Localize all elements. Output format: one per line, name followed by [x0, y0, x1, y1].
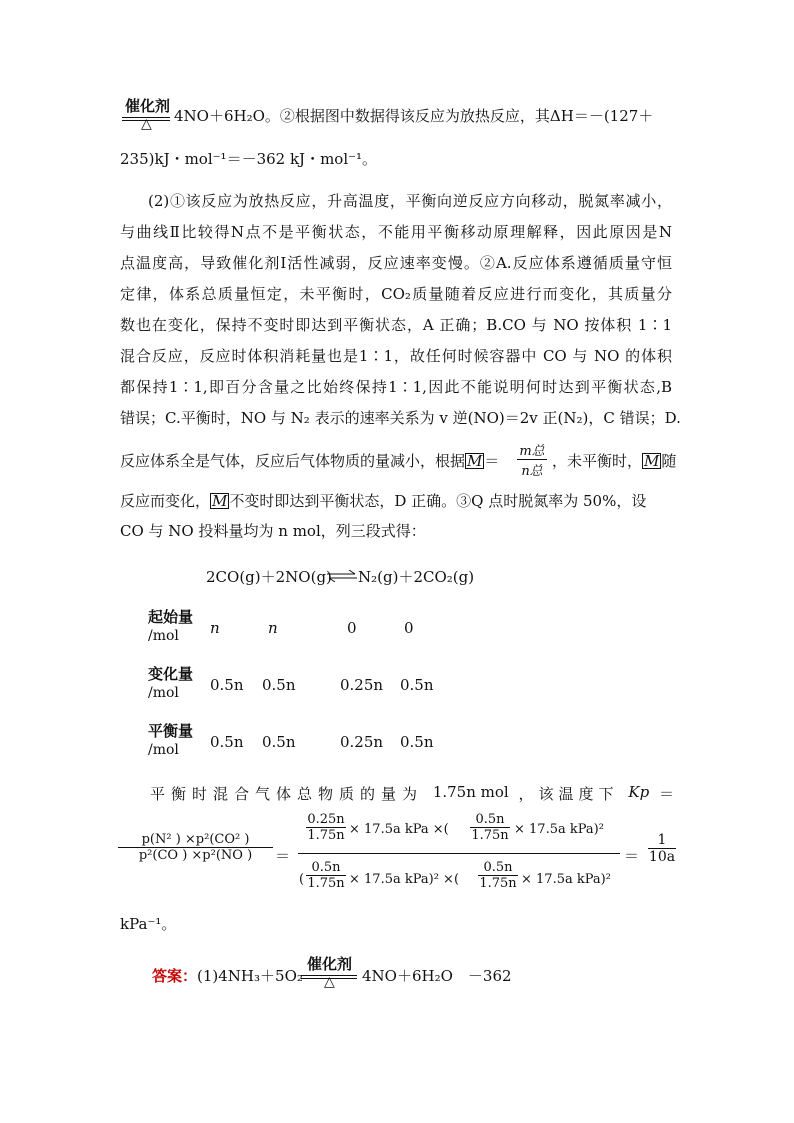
label-text: 变化量	[148, 665, 194, 683]
reaction-left: 2CO(g)＋2NO(g)	[206, 568, 332, 586]
solution-paragraph	[120, 186, 681, 434]
para-line-9-tail	[552, 450, 676, 471]
para-line-9-text-b: ，未平衡时，	[552, 452, 643, 470]
label-unit: /mol	[148, 685, 179, 701]
para-line: 都保持1∶1,即百分含量之比始终保持1∶1,因此不能说明何时达到平衡状态,B	[120, 378, 672, 396]
label-unit: /mol	[148, 628, 179, 644]
intro-line-2: 235)kJ・mol⁻¹＝－362 kJ・mol⁻¹。	[120, 150, 378, 168]
kp-total-moles: 1.75n mol	[432, 783, 509, 801]
kp-sentence	[150, 783, 674, 804]
kp-lhs-fraction	[118, 832, 273, 863]
kp-num-text-f: × 17.5a kPa)²	[514, 822, 604, 837]
frac-den-e	[478, 860, 518, 891]
label-unit: /mol	[148, 742, 179, 758]
kp-lhs-numerator: p(N² ) ×p²(CO² )	[141, 832, 250, 847]
para-line: 数也在变化，保持不变时即达到平衡状态，A 正确；B.CO 与 NO 按体积 1∶1	[120, 316, 672, 334]
frac-num-a	[306, 812, 346, 843]
kp-result-fraction	[648, 832, 676, 865]
fraction-denominator: 1.75n	[479, 876, 517, 891]
kp-den-text-d: × 17.5a kPa)² ×(	[349, 872, 460, 887]
heat-triangle: △	[141, 116, 152, 132]
equilibrium-arrow-icon	[327, 570, 357, 582]
kp-den-text-a: (	[299, 872, 305, 887]
catalyst-arrow-answer	[301, 955, 358, 991]
fraction-denominator: 1.75n	[307, 876, 345, 891]
para-line: 混合反应，反应时体积消耗量也是1∶1，故任何时候容器中 CO 与 NO 的体积	[120, 347, 672, 365]
para-line: (2)①该反应为放热反应，升高温度，平衡向逆反应方向移动，脱氮率减小，	[148, 192, 672, 210]
fraction-numerator: 0.5n	[475, 812, 505, 827]
equals-sign: ＝	[484, 452, 500, 470]
kp-text-a: 平衡时混合气体总物质的量为	[150, 785, 424, 803]
fraction-numerator: m总	[519, 444, 545, 459]
intro-line-1: 4NO＋6H₂O。②根据图中数据得该反应为放热反应，其ΔH＝－(127＋	[174, 107, 654, 125]
para-line-10	[120, 490, 646, 511]
frac-den-b	[306, 860, 346, 891]
fraction-numerator: 1	[657, 832, 667, 848]
para-line: 错误；C.平衡时，NO 与 N₂ 表示的速率关系为 v 逆(NO)＝2v 正(N₂)，C 错误；D.	[120, 409, 681, 427]
table-cell: 0.5n	[400, 733, 434, 751]
kp-equals-1: ＝	[275, 847, 291, 865]
kp-unit: kPa⁻¹。	[120, 915, 177, 933]
catalyst-arrow-top	[122, 97, 172, 133]
fraction-numerator: 0.5n	[483, 860, 513, 875]
table-cell: 0.5n	[210, 733, 244, 751]
fraction-numerator: 0.25n	[307, 812, 345, 827]
main-fraction-bar	[298, 853, 620, 854]
para-line-10-text: 反应而变化，	[120, 492, 211, 510]
table-cell: 0.5n	[400, 676, 434, 694]
para-line: 与曲线Ⅱ比较得N点不是平衡状态，不能用平衡移动原理解释，因此原因是N	[120, 223, 672, 241]
kp-equals: ＝	[658, 785, 674, 803]
answer-part2: 4NO＋6H₂O －362	[362, 967, 512, 985]
molar-mass-symbol: M	[644, 452, 660, 470]
para-line-10-text-b: 不变时即达到平衡状态，D 正确。③Q 点时脱氮率为 50%，设	[229, 492, 647, 510]
para-line-11: CO 与 NO 投料量均为 n mol，列三段式得：	[120, 522, 426, 540]
row-label-equilibrium	[148, 723, 193, 759]
table-cell: 0	[347, 619, 357, 637]
row-label-change	[148, 666, 193, 702]
mass-over-moles-fraction	[517, 440, 547, 479]
catalyst-label: 催化剂	[307, 955, 353, 973]
answer-line	[152, 965, 303, 986]
table-cell: 0	[404, 619, 414, 637]
table-cell: 0.5n	[210, 676, 244, 694]
frac-num-d	[470, 812, 510, 843]
para-line-9-text: 反应体系全是气体，反应后气体物质的量减小，根据	[120, 452, 466, 470]
answer-part1: (1)4NH₃＋5O₂	[197, 967, 303, 985]
reaction-right: N₂(g)＋2CO₂(g)	[358, 568, 475, 586]
table-cell: n	[268, 619, 278, 637]
label-text: 平衡量	[148, 722, 194, 740]
table-cell: n	[210, 619, 220, 637]
answer-label: 答案：	[152, 967, 198, 985]
para-line-9	[120, 450, 499, 471]
table-cell: 0.25n	[340, 676, 384, 694]
kp-lhs-denominator: p²(CO ) ×p²(NO )	[138, 848, 253, 863]
fraction-denominator: 10a	[648, 849, 676, 865]
table-cell: 0.5n	[262, 676, 296, 694]
fraction-numerator: 0.5n	[311, 860, 341, 875]
fraction-denominator: n总	[521, 464, 543, 479]
label-text: 起始量	[148, 608, 194, 626]
para-line: 定律，体系总质量恒定，未平衡时，CO₂质量随着反应进行而变化，其质量分	[120, 285, 672, 303]
para-line: 点温度高，导致催化剂Ⅰ活性减弱，反应速率变慢。②A.反应体系遵循质量守恒	[120, 254, 672, 272]
kp-den-text-g: × 17.5a kPa)²	[521, 872, 611, 887]
heat-triangle: △	[324, 974, 335, 990]
kp-equals-2: ＝	[624, 847, 640, 865]
kp-num-text-c: × 17.5a kPa ×(	[349, 822, 449, 837]
kp-symbol: Kp	[628, 783, 650, 801]
table-cell: 0.5n	[262, 733, 296, 751]
table-cell: 0.25n	[340, 733, 384, 751]
fraction-denominator: 1.75n	[307, 828, 345, 843]
kp-text-c: ，该温度下	[518, 785, 619, 803]
molar-mass-symbol: M	[212, 492, 228, 510]
molar-mass-symbol: M	[467, 452, 483, 470]
para-line-9-text-c: 随	[661, 452, 677, 470]
catalyst-label: 催化剂	[125, 97, 171, 115]
row-label-initial	[148, 609, 193, 645]
fraction-denominator: 1.75n	[471, 828, 509, 843]
